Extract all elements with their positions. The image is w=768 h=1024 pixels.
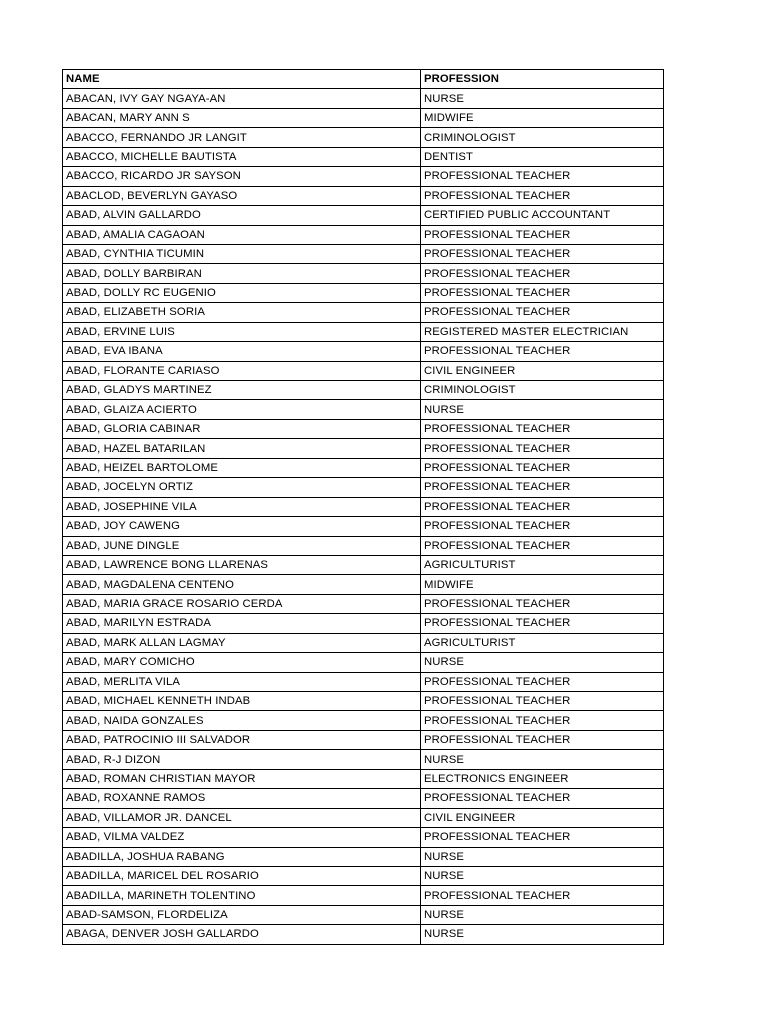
cell-profession: PROFESSIONAL TEACHER bbox=[421, 419, 664, 438]
cell-name: ABACLOD, BEVERLYN GAYASO bbox=[63, 186, 421, 205]
cell-name: ABADILLA, MARICEL DEL ROSARIO bbox=[63, 866, 421, 885]
cell-profession: PROFESSIONAL TEACHER bbox=[421, 225, 664, 244]
cell-profession: CRIMINOLOGIST bbox=[421, 128, 664, 147]
cell-profession: PROFESSIONAL TEACHER bbox=[421, 342, 664, 361]
table-row bbox=[63, 711, 664, 730]
cell-profession: NURSE bbox=[421, 925, 664, 944]
cell-name: ABAD, ELIZABETH SORIA bbox=[63, 303, 421, 322]
table-row bbox=[63, 478, 664, 497]
cell-name: ABAD, DOLLY BARBIRAN bbox=[63, 264, 421, 283]
table-row bbox=[63, 147, 664, 166]
cell-name: ABAD, ROXANNE RAMOS bbox=[63, 789, 421, 808]
cell-name: ABAD, AMALIA CAGAOAN bbox=[63, 225, 421, 244]
cell-name: ABACCO, MICHELLE BAUTISTA bbox=[63, 147, 421, 166]
cell-profession: PROFESSIONAL TEACHER bbox=[421, 458, 664, 477]
cell-profession: PROFESSIONAL TEACHER bbox=[421, 672, 664, 691]
table-row bbox=[63, 750, 664, 769]
cell-profession: PROFESSIONAL TEACHER bbox=[421, 828, 664, 847]
table-row bbox=[63, 361, 664, 380]
table-row bbox=[63, 808, 664, 827]
cell-name: ABAD-SAMSON, FLORDELIZA bbox=[63, 905, 421, 924]
cell-name: ABAD, DOLLY RC EUGENIO bbox=[63, 283, 421, 302]
table-row bbox=[63, 458, 664, 477]
table-row bbox=[63, 108, 664, 127]
cell-name: ABAD, VILLAMOR JR. DANCEL bbox=[63, 808, 421, 827]
cell-name: ABAGA, DENVER JOSH GALLARDO bbox=[63, 925, 421, 944]
table-row bbox=[63, 206, 664, 225]
cell-profession: CIVIL ENGINEER bbox=[421, 361, 664, 380]
cell-name: ABAD, MARIA GRACE ROSARIO CERDA bbox=[63, 594, 421, 613]
cell-name: ABAD, MERLITA VILA bbox=[63, 672, 421, 691]
cell-name: ABAD, HEIZEL BARTOLOME bbox=[63, 458, 421, 477]
cell-profession: PROFESSIONAL TEACHER bbox=[421, 167, 664, 186]
table-row bbox=[63, 886, 664, 905]
cell-profession: CRIMINOLOGIST bbox=[421, 381, 664, 400]
cell-name: ABAD, JOCELYN ORTIZ bbox=[63, 478, 421, 497]
cell-profession: CERTIFIED PUBLIC ACCOUNTANT bbox=[421, 206, 664, 225]
cell-name: ABACCO, RICARDO JR SAYSON bbox=[63, 167, 421, 186]
table-row bbox=[63, 303, 664, 322]
table-row bbox=[63, 730, 664, 749]
cell-profession: PROFESSIONAL TEACHER bbox=[421, 730, 664, 749]
cell-name: ABAD, GLAIZA ACIERTO bbox=[63, 400, 421, 419]
cell-name: ABAD, GLORIA CABINAR bbox=[63, 419, 421, 438]
cell-profession: NURSE bbox=[421, 750, 664, 769]
cell-profession: PROFESSIONAL TEACHER bbox=[421, 711, 664, 730]
cell-profession: PROFESSIONAL TEACHER bbox=[421, 886, 664, 905]
table-row bbox=[63, 614, 664, 633]
table-row bbox=[63, 925, 664, 944]
cell-profession: NURSE bbox=[421, 866, 664, 885]
table-row bbox=[63, 167, 664, 186]
table-row bbox=[63, 847, 664, 866]
cell-name: ABAD, MICHAEL KENNETH INDAB bbox=[63, 692, 421, 711]
header-name: NAME bbox=[63, 70, 421, 89]
cell-name: ABAD, HAZEL BATARILAN bbox=[63, 439, 421, 458]
table-row bbox=[63, 517, 664, 536]
table-row bbox=[63, 905, 664, 924]
cell-name: ABAD, ROMAN CHRISTIAN MAYOR bbox=[63, 769, 421, 788]
cell-name: ABAD, JUNE DINGLE bbox=[63, 536, 421, 555]
cell-name: ABAD, MARILYN ESTRADA bbox=[63, 614, 421, 633]
table-row bbox=[63, 381, 664, 400]
cell-name: ABACAN, MARY ANN S bbox=[63, 108, 421, 127]
cell-profession: REGISTERED MASTER ELECTRICIAN bbox=[421, 322, 664, 341]
cell-name: ABADILLA, MARINETH TOLENTINO bbox=[63, 886, 421, 905]
table-row bbox=[63, 633, 664, 652]
cell-name: ABAD, MARY COMICHO bbox=[63, 653, 421, 672]
cell-profession: PROFESSIONAL TEACHER bbox=[421, 186, 664, 205]
table-row bbox=[63, 866, 664, 885]
table-row bbox=[63, 828, 664, 847]
table-row bbox=[63, 769, 664, 788]
cell-profession: PROFESSIONAL TEACHER bbox=[421, 283, 664, 302]
cell-profession: CIVIL ENGINEER bbox=[421, 808, 664, 827]
cell-name: ABAD, ERVINE LUIS bbox=[63, 322, 421, 341]
table-row bbox=[63, 692, 664, 711]
cell-profession: NURSE bbox=[421, 653, 664, 672]
cell-profession: NURSE bbox=[421, 89, 664, 108]
cell-profession: DENTIST bbox=[421, 147, 664, 166]
cell-name: ABAD, VILMA VALDEZ bbox=[63, 828, 421, 847]
cell-profession: PROFESSIONAL TEACHER bbox=[421, 692, 664, 711]
table-row bbox=[63, 536, 664, 555]
table-row bbox=[63, 89, 664, 108]
header-profession: PROFESSION bbox=[421, 70, 664, 89]
cell-profession: PROFESSIONAL TEACHER bbox=[421, 789, 664, 808]
cell-profession: PROFESSIONAL TEACHER bbox=[421, 614, 664, 633]
table-body bbox=[63, 89, 664, 944]
cell-name: ABAD, EVA IBANA bbox=[63, 342, 421, 361]
table-row bbox=[63, 322, 664, 341]
cell-profession: AGRICULTURIST bbox=[421, 555, 664, 574]
table-row bbox=[63, 575, 664, 594]
cell-profession: PROFESSIONAL TEACHER bbox=[421, 478, 664, 497]
cell-profession: NURSE bbox=[421, 400, 664, 419]
cell-profession: PROFESSIONAL TEACHER bbox=[421, 594, 664, 613]
table-row bbox=[63, 497, 664, 516]
cell-name: ABACCO, FERNANDO JR LANGIT bbox=[63, 128, 421, 147]
cell-profession: PROFESSIONAL TEACHER bbox=[421, 517, 664, 536]
cell-profession: PROFESSIONAL TEACHER bbox=[421, 439, 664, 458]
table-row bbox=[63, 244, 664, 263]
table-row bbox=[63, 555, 664, 574]
cell-name: ABAD, MAGDALENA CENTENO bbox=[63, 575, 421, 594]
cell-name: ABADILLA, JOSHUA RABANG bbox=[63, 847, 421, 866]
table-header-row bbox=[63, 70, 664, 89]
table-row bbox=[63, 225, 664, 244]
roster-table bbox=[62, 69, 664, 945]
table-row bbox=[63, 594, 664, 613]
cell-profession: ELECTRONICS ENGINEER bbox=[421, 769, 664, 788]
cell-profession: PROFESSIONAL TEACHER bbox=[421, 303, 664, 322]
cell-name: ABAD, JOY CAWENG bbox=[63, 517, 421, 536]
cell-name: ABAD, JOSEPHINE VILA bbox=[63, 497, 421, 516]
cell-name: ABAD, FLORANTE CARIASO bbox=[63, 361, 421, 380]
cell-name: ABAD, MARK ALLAN LAGMAY bbox=[63, 633, 421, 652]
document-page bbox=[62, 69, 663, 945]
cell-profession: PROFESSIONAL TEACHER bbox=[421, 497, 664, 516]
cell-profession: AGRICULTURIST bbox=[421, 633, 664, 652]
cell-name: ABAD, PATROCINIO III SALVADOR bbox=[63, 730, 421, 749]
cell-profession: PROFESSIONAL TEACHER bbox=[421, 244, 664, 263]
table-row bbox=[63, 264, 664, 283]
table-row bbox=[63, 283, 664, 302]
cell-profession: NURSE bbox=[421, 905, 664, 924]
table-row bbox=[63, 186, 664, 205]
table-row bbox=[63, 128, 664, 147]
table-row bbox=[63, 653, 664, 672]
table-row bbox=[63, 672, 664, 691]
table-row bbox=[63, 789, 664, 808]
cell-name: ABAD, NAIDA GONZALES bbox=[63, 711, 421, 730]
table-row bbox=[63, 342, 664, 361]
cell-profession: PROFESSIONAL TEACHER bbox=[421, 264, 664, 283]
cell-profession: MIDWIFE bbox=[421, 108, 664, 127]
cell-name: ABAD, CYNTHIA TICUMIN bbox=[63, 244, 421, 263]
cell-name: ABAD, ALVIN GALLARDO bbox=[63, 206, 421, 225]
cell-profession: MIDWIFE bbox=[421, 575, 664, 594]
table-row bbox=[63, 439, 664, 458]
cell-name: ABACAN, IVY GAY NGAYA-AN bbox=[63, 89, 421, 108]
cell-profession: NURSE bbox=[421, 847, 664, 866]
cell-name: ABAD, LAWRENCE BONG LLARENAS bbox=[63, 555, 421, 574]
cell-profession: PROFESSIONAL TEACHER bbox=[421, 536, 664, 555]
table-row bbox=[63, 400, 664, 419]
table-row bbox=[63, 419, 664, 438]
cell-name: ABAD, R-J DIZON bbox=[63, 750, 421, 769]
cell-name: ABAD, GLADYS MARTINEZ bbox=[63, 381, 421, 400]
